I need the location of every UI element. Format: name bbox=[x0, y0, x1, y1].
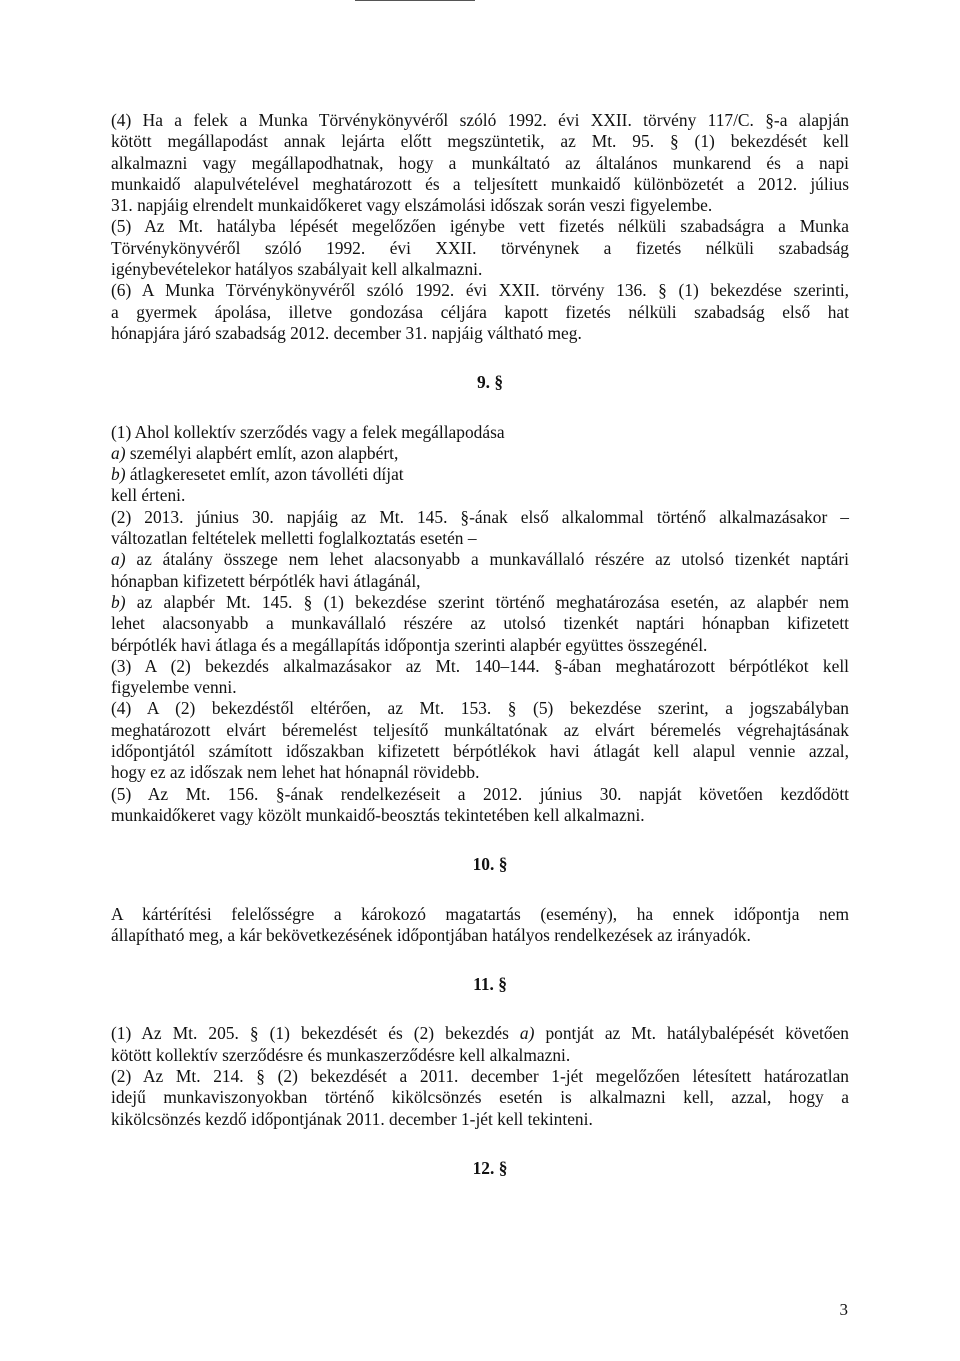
paragraph-line: munkaidőkeret vagy közölt munkaidő-beosztás tekintetében kell alkalmazni. bbox=[111, 804, 645, 825]
paragraph-line: a gyermek ápolása, illetve gondozása céljára kapott fizetés nélküli szabadság első hat bbox=[111, 301, 849, 322]
paragraph-line: idejű munkaviszonyokban történő kikölcsönzés esetén is alkalmazni kell, azzal, hogy a bbox=[111, 1087, 849, 1108]
section-heading-12: 12. § bbox=[472, 1157, 508, 1178]
list-marker: a) bbox=[111, 549, 126, 570]
paragraph-line: figyelembe venni. bbox=[111, 677, 237, 698]
paragraph-line: kell érteni. bbox=[111, 485, 186, 506]
paragraph-line: állapítható meg, a kár bekövetkezésének időpontjában hatályos rendelkezések az irányadók. bbox=[111, 924, 751, 945]
paragraph-line: hónapjára járó szabadság 2012. december 31. napjáig váltható meg. bbox=[111, 322, 582, 343]
paragraph-line: (1) Ahol kollektív szerződés vagy a felek megállapodása bbox=[111, 421, 505, 442]
list-item bbox=[111, 443, 849, 464]
list-item-text: személyi alapbért említ, azon alapbért, bbox=[125, 442, 399, 463]
list-item-text: átlagkeresetet említ, azon távolléti díjat bbox=[125, 464, 404, 485]
paragraph-line: kötött kollektív szerződésre és munkaszerződésre kell alkalmazni. bbox=[111, 1044, 571, 1065]
list-item-text: az átalány összege nem lehet alacsonyabb a munkavállaló részére az utolsó tizenkét naptári bbox=[125, 549, 849, 570]
paragraph-line: (6) A Munka Törvénykönyvéről szóló 1992. évi XXII. törvény 136. § (1) bekezdése szerinti, bbox=[111, 280, 849, 301]
list-item bbox=[111, 464, 849, 485]
paragraph-line: 31. napjáig elrendelt munkaidőkeret vagy elszámolási időszak során veszi figyelembe. bbox=[111, 195, 713, 216]
paragraph-line: lehet alacsonyabb a munkavállaló részére az utolsó tizenkét naptári hónapban kifizetett bbox=[111, 613, 849, 634]
paragraph-line: időpontjától számított időszakban kifizetett bérpótlékok havi átlagát kell alapul vennie azzal, bbox=[111, 741, 849, 762]
paragraph-text: pontját az Mt. hatálybalépését követően bbox=[534, 1023, 849, 1044]
paragraph-line: (2) Az Mt. 214. § (2) bekezdését a 2011. december 1-jét megelőzően létesített határozatlan bbox=[111, 1065, 849, 1086]
list-marker: b) bbox=[111, 591, 126, 612]
paragraph-line: (4) Ha a felek a Munka Törvénykönyvéről szóló 1992. évi XXII. törvény 117/C. §-a alapján bbox=[111, 110, 849, 130]
section-heading-10: 10. § bbox=[472, 854, 508, 875]
document-body bbox=[111, 110, 849, 1179]
paragraph-line: (2) 2013. június 30. napjáig az Mt. 145. §-ának első alkalommal történő alkalmazásakor – bbox=[111, 506, 849, 527]
paragraph-text: (1) Az Mt. 205. § (1) bekezdését és (2) bekezdés bbox=[111, 1023, 520, 1044]
list-marker: a) bbox=[111, 442, 126, 463]
paragraph-line: (3) A (2) bekezdés alkalmazásakor az Mt. 140–144. §-ában meghatározott bérpótlékot kell bbox=[111, 655, 849, 676]
paragraph-line: meghatározott elvárt béremelést teljesítő munkáltatónak az elvárt béremelés végrehajtásának bbox=[111, 719, 849, 740]
paragraph-line: kötött megállapodást annak lejárta előtt megszüntetik, az Mt. 95. § (1) bekezdését kell bbox=[111, 131, 849, 152]
paragraph-line: bérpótlék havi átlaga és a megállapítás időpontja szerinti alapbér együttes összegénél. bbox=[111, 634, 708, 655]
paragraph-line: hónapban kifizetett bérpótlék havi átlagánál, bbox=[111, 570, 421, 591]
list-item bbox=[111, 592, 849, 613]
paragraph-line: igénybevételekor hatályos szabályait kell alkalmazni. bbox=[111, 259, 483, 280]
page-number: 3 bbox=[839, 1300, 848, 1319]
paragraph-line: kikölcsönzés kezdő időpontjának 2011. december 1-jét kell tekinteni. bbox=[111, 1108, 593, 1129]
paragraph-line: változatlan feltételek melletti foglalkoztatás esetén – bbox=[111, 528, 477, 549]
paragraph-line: (5) Az Mt. hatályba lépését megelőzően igénybe vett fizetés nélküli szabadságra a Munka bbox=[111, 216, 849, 237]
paragraph-line: alkalmazni vagy megállapodhatnak, hogy a munkáltató az általános munkarend és a napi bbox=[111, 152, 849, 173]
paragraph-line bbox=[111, 1023, 849, 1044]
list-item bbox=[111, 549, 849, 570]
paragraph-line: hogy ez az időszak nem lehet hat hónapnál rövidebb. bbox=[111, 762, 480, 783]
list-marker: a) bbox=[519, 1023, 535, 1044]
list-item-text: az alapbér Mt. 145. § (1) bekezdése szerint történő meghatározása esetén, az alapbér nem bbox=[125, 591, 849, 612]
section-heading-9: 9. § bbox=[476, 372, 504, 393]
paragraph-line: (5) Az Mt. 156. §-ának rendelkezéseit a 2012. június 30. napját követően kezdődött bbox=[111, 783, 849, 804]
paragraph-line: A kártérítési felelősségre a károkozó magatartás (esemény), ha ennek időpontja nem bbox=[111, 903, 849, 924]
paragraph-line: Törvénykönyvéről szóló 1992. évi XXII. törvénynek a fizetés nélküli szabadság bbox=[111, 237, 849, 258]
paragraph-line: munkaidő alapulvételével meghatározott és a teljesített munkaidő különbözetét a 2012. július bbox=[111, 173, 849, 194]
paragraph-line: (4) A (2) bekezdéstől eltérően, az Mt. 153. § (5) bekezdése szerint, a jogszabályban bbox=[111, 698, 849, 719]
section-heading-11: 11. § bbox=[473, 974, 507, 995]
list-marker: b) bbox=[111, 464, 126, 485]
scan-artifact-top bbox=[355, 0, 475, 1]
